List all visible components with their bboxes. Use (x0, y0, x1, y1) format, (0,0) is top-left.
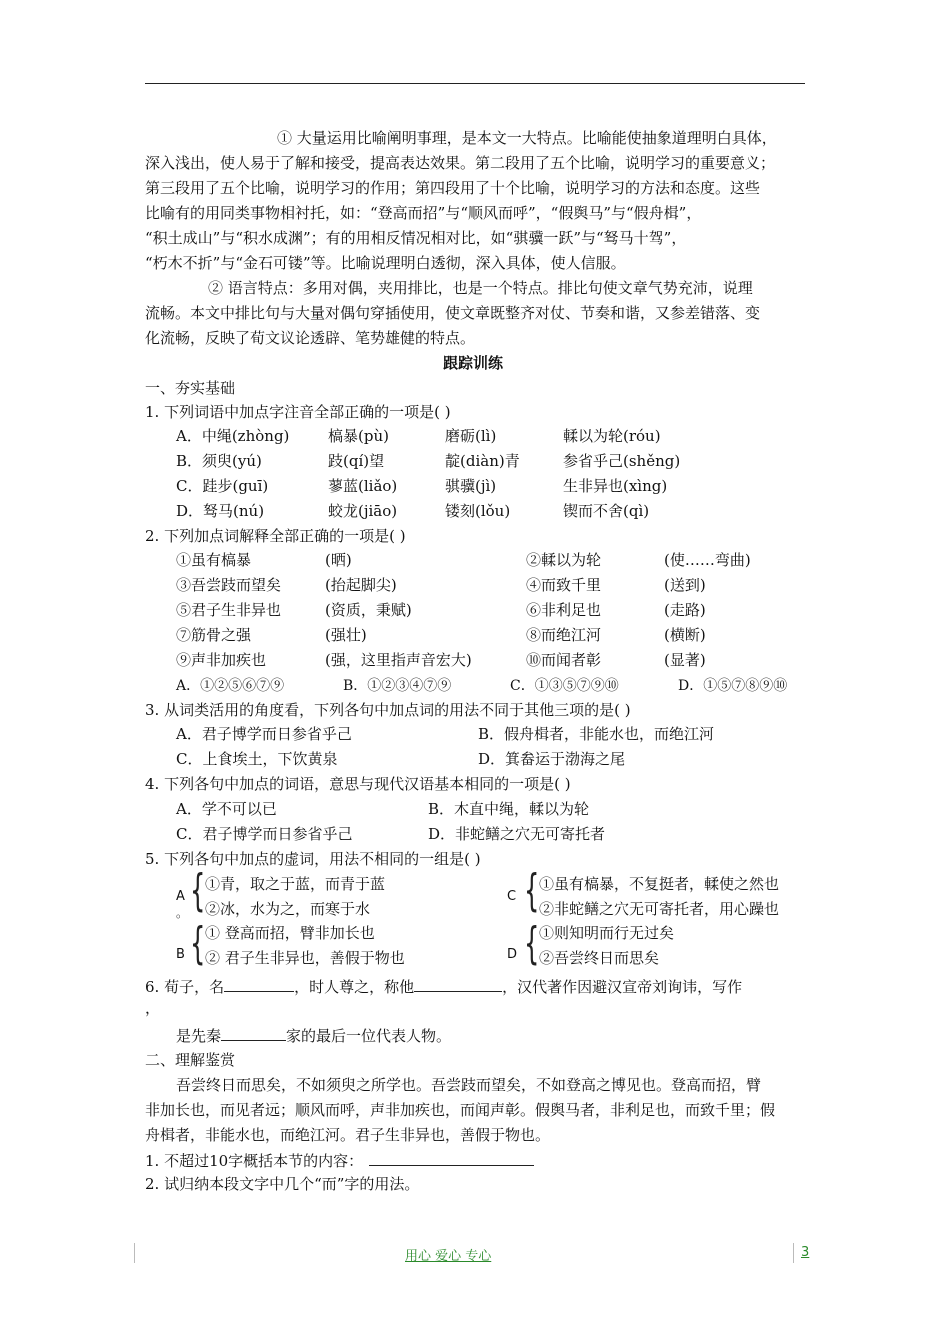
sub-question-1-blank[interactable] (369, 1150, 534, 1166)
q1-a-1: A．中绳(zhòng) (176, 427, 290, 445)
q2-option-a: A．①②⑤⑥⑦⑨ (176, 678, 285, 694)
q6-text-2: ，时人尊之，称他 (294, 978, 415, 996)
q1-b-1: B．须臾(yú) (176, 452, 262, 470)
sub-question-2: 2. 试归纳本段文字中几个“而”字的用法。 (145, 1175, 420, 1193)
passage-line-1: 吾尝终日而思矣，不如须臾之所学也。吾尝跂而望矣，不如登高之博见也。登高而招，臂 (176, 1076, 762, 1094)
q1-stem: 1. 下列词语中加点字注音全部正确的一项是( ) (145, 403, 451, 421)
footer-left-rule (134, 1243, 135, 1263)
q1-b-4: 参省乎己(shěng) (563, 452, 681, 470)
q5-b-label: B (176, 947, 185, 962)
q5-c-brace: { (524, 865, 540, 916)
q2-item-5: ⑤君子生非异也 (176, 601, 282, 619)
footer-right-rule (793, 1243, 794, 1263)
para1-line-4: 比喻有的用同类事物相衬托，如：“登高而招”与“顺风而呼”，“假舆马”与“假舟楫”， (145, 204, 702, 222)
q5-a-brace: { (190, 865, 206, 916)
q5-a-item-1: ①青，取之于蓝，而青于蓝 (205, 875, 386, 893)
q5-a-item-2: ②冰，水为之，而寒于水 (205, 900, 371, 918)
q5-a-label: A (176, 889, 185, 904)
page-number: 3 (801, 1245, 810, 1260)
q6-text-5: 家的最后一位代表人物。 (286, 1027, 452, 1045)
q1-d-3: 镂刻(lǒu) (445, 502, 511, 520)
q6-text-4: 是先秦 (176, 1027, 222, 1045)
q1-d-1: D．驽马(nú) (176, 502, 265, 520)
q3-option-d: D．箕畚运于渤海之尾 (478, 750, 626, 768)
sub-question-1 (145, 1150, 534, 1171)
q2-option-d: D．①⑤⑦⑧⑨⑩ (678, 678, 788, 694)
q6-blank-name[interactable] (224, 976, 294, 992)
q5-c-label: C (507, 889, 517, 904)
q6-line-1 (145, 976, 742, 997)
q6-text-1: 6. 荀子，名 (145, 978, 225, 996)
q3-option-b: B．假舟楫者，非能水也，而绝江河 (478, 725, 715, 743)
q2-gloss-6: (走路) (664, 601, 706, 619)
para2-line-2: 流畅。本文中排比句与大量对偶句穿插使用，使文章既整齐对仗、节奏和谐，又参差错落、变 (145, 304, 761, 322)
q2-gloss-5: (资质，秉赋) (325, 601, 412, 619)
q3-option-c: C．上食埃土，下饮黄泉 (176, 750, 338, 768)
passage-line-3: 舟楫者，非能水也，而绝江河。君子生非异也，善假于物也。 (145, 1126, 551, 1144)
q2-item-3: ③吾尝跂而望矣 (176, 576, 282, 594)
q1-d-2: 蛟龙(jiāo) (328, 502, 398, 520)
q6-blank-school[interactable] (221, 1025, 286, 1041)
q1-d-4: 锲而不舍(qì) (563, 502, 650, 520)
para2-line-1: ② 语言特点：多用对偶，夹用排比，也是一个特点。排比句使文章气势充沛，说理 (208, 279, 753, 297)
q2-gloss-10: (显著) (664, 651, 706, 669)
q4-option-d: D．非蛇鳝之穴无可寄托者 (428, 825, 606, 843)
q2-item-7: ⑦筋骨之强 (176, 626, 252, 644)
q6-text-3: ，汉代著作因避汉宣帝刘询讳，写作 (502, 978, 743, 996)
q6-stray-comma: ， (145, 999, 161, 1017)
q1-b-3: 靛(diàn)青 (445, 452, 520, 470)
q2-item-4: ④而致千里 (526, 576, 602, 594)
q5-d-label: D (507, 947, 518, 962)
q1-b-2: 跂(qí)望 (328, 452, 385, 470)
q5-c-item-2: ②非蛇鳝之穴无可寄托者，用心躁也 (539, 900, 780, 918)
q5-b-item-2: ② 君子生非异也，善假于物也 (205, 949, 405, 967)
header-rule (145, 83, 805, 84)
q5-c-item-1: ①虽有槁暴，不复挺者，輮使之然也 (539, 875, 780, 893)
q5-b-brace: { (190, 918, 206, 969)
para1-line-5: “积土成山”与“积水成渊”；有的用相反情况相对比，如“骐骥一跃”与“驽马十驾”， (145, 229, 687, 247)
q5-a-dot: 。 (176, 906, 189, 920)
para1-line-6: “朽木不折”与“金石可镂”等。比喻说理明白透彻，深入具体，使人信服。 (145, 254, 626, 272)
q5-d-item-1: ①则知明而行无过矣 (539, 924, 675, 942)
part2-title: 二、理解鉴赏 (145, 1051, 236, 1069)
q2-option-b: B．①②③④⑦⑨ (343, 678, 452, 694)
q5-d-item-2: ②吾尝终日而思矣 (539, 949, 660, 967)
q2-item-10: ⑩而闻者彰 (526, 651, 602, 669)
q1-c-4: 生非异也(xìng) (563, 477, 668, 495)
q3-option-a: A．君子博学而日参省乎己 (176, 725, 352, 743)
q2-gloss-1: (晒) (325, 551, 352, 569)
q2-gloss-9: (强，这里指声音宏大) (325, 651, 472, 669)
q1-a-4: 輮以为轮(róu) (563, 427, 661, 445)
q6-line-2 (176, 1025, 451, 1046)
part1-title: 一、夯实基础 (145, 379, 236, 397)
q2-option-c: C．①③⑤⑦⑨⑩ (510, 678, 619, 694)
passage-line-2: 非加长也，而见者远；顺风而呼，声非加疾也，而闻声彰。假舆马者，非利足也，而致千里；假 (145, 1101, 776, 1119)
q2-item-1: ①虽有槁暴 (176, 551, 252, 569)
q2-item-6: ⑥非利足也 (526, 601, 602, 619)
para1-line-3: 第三段用了五个比喻，说明学习的作用；第四段用了十个比喻，说明学习的方法和态度。这些 (145, 179, 761, 197)
q4-stem: 4. 下列各句中加点的词语，意思与现代汉语基本相同的一项是( ) (145, 775, 571, 793)
para1-line-1: ① 大量运用比喻阐明事理，是本文一大特点。比喻能使抽象道理明白具体， (277, 129, 777, 147)
q5-b-item-1: ① 登高而招，臂非加长也 (205, 924, 375, 942)
section-title: 跟踪训练 (443, 354, 504, 372)
q2-gloss-7: (强壮) (325, 626, 367, 644)
q1-c-2: 蓼蓝(liǎo) (328, 477, 398, 495)
q1-a-2: 槁暴(pù) (328, 427, 389, 445)
q2-item-2: ②輮以为轮 (526, 551, 602, 569)
q4-option-a: A．学不可以已 (176, 800, 277, 818)
q2-item-8: ⑧而绝江河 (526, 626, 602, 644)
sub-question-1-text: 1. 不超过10字概括本节的内容： (145, 1152, 364, 1170)
para2-line-3: 化流畅，反映了荀文议论透辟、笔势雄健的特点。 (145, 329, 476, 347)
q5-d-brace: { (524, 918, 540, 969)
q1-c-1: C．跬步(guī) (176, 477, 269, 495)
q2-gloss-4: (送到) (664, 576, 706, 594)
q2-gloss-3: (抬起脚尖) (325, 576, 397, 594)
q4-option-b: B．木直中绳，輮以为轮 (428, 800, 590, 818)
q2-gloss-8: (横断) (664, 626, 706, 644)
q3-stem: 3. 从词类活用的角度看，下列各句中加点词的用法不同于其他三项的是( ) (145, 701, 631, 719)
q5-stem: 5. 下列各句中加点的虚词，用法不相同的一组是( ) (145, 850, 481, 868)
q6-blank-title[interactable] (414, 976, 502, 992)
q2-item-9: ⑨声非加疾也 (176, 651, 267, 669)
para1-line-2: 深入浅出，使人易于了解和接受，提高表达效果。第二段用了五个比喻，说明学习的重要意义； (145, 154, 776, 172)
q2-stem: 2. 下列加点词解释全部正确的一项是( ) (145, 527, 406, 545)
q4-option-c: C．君子博学而日参省乎己 (176, 825, 353, 843)
footer-text: 用心 爱心 专心 (405, 1249, 492, 1264)
q1-c-3: 骐骥(jì) (445, 477, 497, 495)
q2-gloss-2: (使……弯曲) (664, 551, 751, 569)
q1-a-3: 磨砺(lì) (445, 427, 497, 445)
